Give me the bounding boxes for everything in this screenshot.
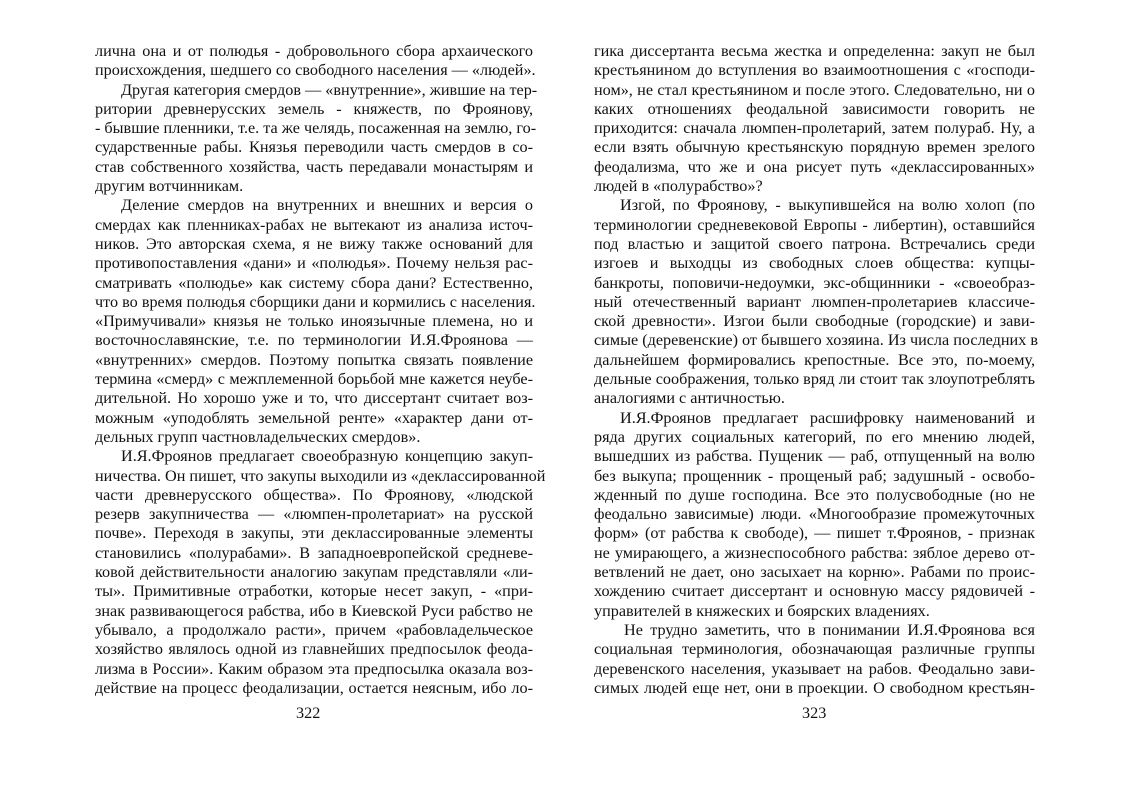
text-line: сударственные рабы. Князья переводили часть смердов в со- <box>95 138 533 157</box>
text-line: дительной. Но хорошо уже и то, что диссертант считает воз- <box>95 389 533 408</box>
text-line: вышедших из рабства. Пущеник — раб, отпущенный на волю <box>594 447 1035 466</box>
text-line: восточнославянские, т.е. по терминологии И.Я.Фроянова — <box>95 331 533 350</box>
text-line: феодализма, что же и она рисует путь «деклассированных» <box>594 157 1035 176</box>
right-page-number: 323 <box>802 704 827 722</box>
left-page-text <box>95 42 546 698</box>
text-line: знак развивающегося рабства, ибо в Киевской Руси рабство не <box>95 601 533 620</box>
text-line: дельных групп частновладельческих смердов». <box>95 427 421 446</box>
text-line: лична она и от полюдья - добровольного сбора архаического <box>95 42 533 60</box>
text-line: смердах как пленниках-рабах не вытекают из анализа источ- <box>95 215 533 234</box>
text-line: став собственного хозяйства, часть передавали монастырям и <box>95 157 533 176</box>
text-line: крестьянином до вступления во взаимоотношения с «господи- <box>594 61 1035 80</box>
text-line: ритории древнерусских земель - княжеств, по Фроянову, <box>95 99 533 118</box>
text-line: действие на процесс феодализации, остается неясным, ибо ло- <box>95 678 533 697</box>
text-line: термина «смерд» с межплеменной борьбой мне кажется неубе- <box>95 370 533 389</box>
text-line: И.Я.Фроянов предлагает своеобразную концепцию закуп- <box>121 447 533 466</box>
text-line: Деление смердов на внутренних и внешних и версия о <box>121 196 533 215</box>
text-line: ряда других социальных категорий, по его мнению людей, <box>594 427 1035 446</box>
right-page-text <box>594 42 1038 698</box>
text-line: ской древности». Изгои были свободные (городские) и зави- <box>594 312 1035 331</box>
text-line: Изгой, по Фроянову, - выкупившейся на волю холоп (по <box>620 196 1035 215</box>
text-line: каких отношениях феодальной зависимости говорить не <box>594 99 1035 118</box>
text-line: Другая категория смердов — «внутренние», жившие на тер- <box>121 80 538 99</box>
text-line: дальнейшем формировались крепостные. Все это, по-моему, <box>594 350 1035 369</box>
text-line: происхождения, шедшего со свободного населения — «людей». <box>95 61 536 80</box>
text-line: «Примучивали» князья не только иноязычные племена, но и <box>95 312 533 331</box>
text-line: противопоставления «дани» и «полюдья». Почему нельзя рас- <box>95 254 533 273</box>
left-page-number: 322 <box>296 704 321 722</box>
text-line: части древнерусского общества». По Фроянову, «людской <box>95 485 533 504</box>
text-line: если взять обычную крестьянскую порядную времен зрелого <box>594 138 1035 157</box>
text-line: не умирающего, а жизнеспособного рабства: зяблое дерево от- <box>594 543 1035 562</box>
text-line: становились «полурабами». В западноевропейской средневе- <box>95 543 533 562</box>
text-line: сматривать «полюдье» как систему сбора дани? Естественно, <box>95 273 533 292</box>
text-line: - бывшие пленники, т.е. та же челядь, посаженная на землю, го- <box>95 119 537 138</box>
text-line: ном», не стал крестьянином и после этого. Следовательно, ни о <box>594 80 1035 99</box>
text-line: ветвлений не дает, оно засыхает на корню». Рабами по проис- <box>594 563 1035 582</box>
text-line: Не трудно заметить, что в понимании И.Я.Фроянова вся <box>624 620 1035 639</box>
text-line: людей в «полурабство»? <box>594 177 763 196</box>
text-line: «внутренних» смердов. Поэтому попытка связать появление <box>95 350 533 369</box>
text-line: дельные соображения, только вряд ли стоит так злоупотреблять <box>594 370 1035 389</box>
text-line: управителей в княжеских и боярских владениях. <box>594 601 930 620</box>
text-line: другим вотчинникам. <box>95 177 244 196</box>
text-line: деревенского населения, указывает на рабов. Феодально зави- <box>594 659 1035 678</box>
text-line: без выкупа; прощенник - прощеный раб; задушный - освобо- <box>594 466 1035 485</box>
text-line: лизма в России». Каким образом эта предпосылка оказала воз- <box>95 659 533 678</box>
text-line: ничества. Он пишет, что закупы выходили из «деклассированной <box>95 466 546 485</box>
text-line: жденный по душе господина. Все это полусвободные (но не <box>594 485 1035 504</box>
text-line: аналогиями с античностью. <box>594 389 785 408</box>
text-line: феодально зависимые) люди. «Многообразие промежуточных <box>594 505 1035 524</box>
text-line: симых людей еще нет, они в проекции. О свободном крестьян- <box>594 678 1035 697</box>
text-line: социальная терминология, обозначающая различные группы <box>594 640 1035 659</box>
text-line: изгоев и выходцы из свободных слоев общества: купцы- <box>594 254 1035 273</box>
text-line: под властью и защитой своего патрона. Встречались среди <box>594 234 1035 253</box>
text-line: хождению считает диссертант и основную массу рядовичей - <box>594 582 1035 601</box>
text-line: убывало, а продолжало расти», причем «рабовладельческое <box>95 620 533 639</box>
text-line: что во время полюдья сборщики дани и кормились с населения. <box>95 292 536 311</box>
text-line: резерв закупничества — «люмпен-пролетариат» на русской <box>95 505 533 524</box>
text-line: приходится: сначала люмпен-пролетарий, затем полураб. Ну, а <box>594 119 1035 138</box>
text-line: хозяйство являлось одной из главнейших предпосылок феода- <box>95 640 533 659</box>
text-line: И.Я.Фроянов предлагает расшифровку наименований и <box>620 408 1035 427</box>
text-line: симые (деревенские) от бывшего хозяина. Из числа последних в <box>594 331 1038 350</box>
text-line: ковой действительности аналогию закупам представляли «ли- <box>95 563 533 582</box>
text-line: можным «уподоблять земельной ренте» «характер дани от- <box>95 408 533 427</box>
text-line: ников. Это авторская схема, я не вижу также оснований для <box>95 234 533 253</box>
text-line: терминологии средневековой Европы - либертин), оставшийся <box>594 215 1035 234</box>
text-line: гика диссертанта весьма жестка и определенна: закуп не был <box>594 42 1035 60</box>
text-line: ты». Примитивные отработки, которые несет закуп, - «при- <box>95 582 533 601</box>
text-line: почве». Переходя в закупы, эти деклассированные элементы <box>95 524 533 543</box>
text-line: форм» (от рабства к свободе), — пишет т.Фроянов, - признак <box>594 524 1035 543</box>
text-line: банкроты, поповичи-недоумки, экс-общинники - «своеобраз- <box>594 273 1035 292</box>
text-line: ный отечественный вариант люмпен-пролетариев классиче- <box>594 292 1035 311</box>
